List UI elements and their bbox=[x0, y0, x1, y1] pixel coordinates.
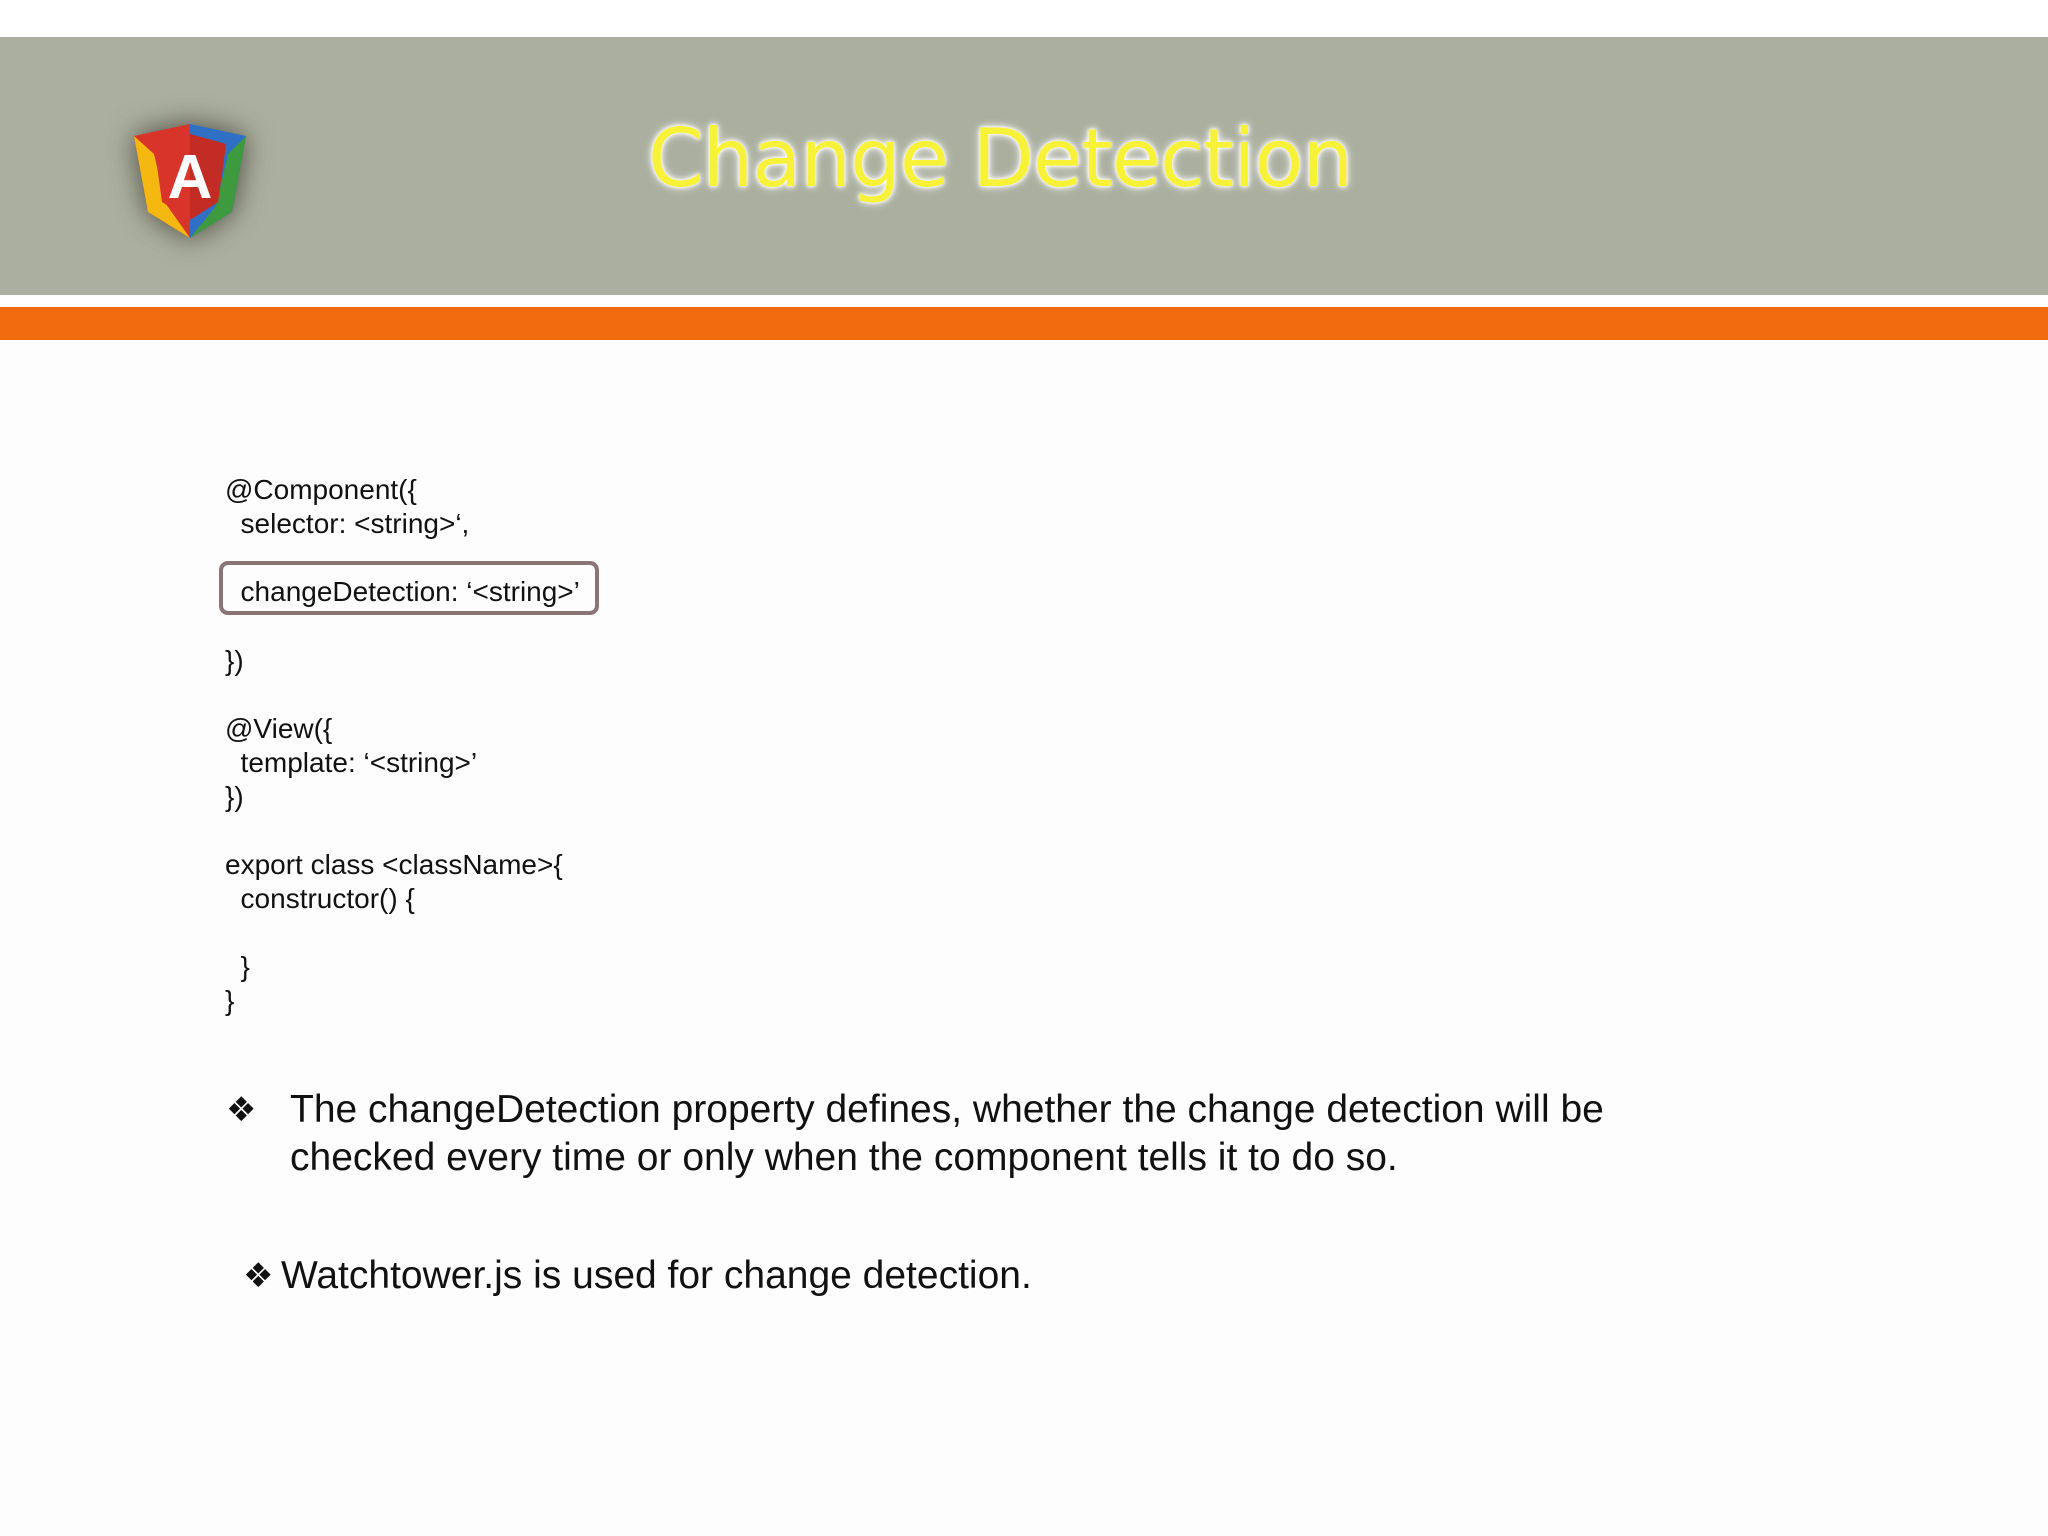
code-line: constructor() { bbox=[225, 883, 415, 914]
code-line: } bbox=[225, 985, 235, 1016]
slide-title: Change Detection bbox=[647, 112, 1353, 205]
code-line: @Component({ bbox=[225, 474, 417, 505]
code-line-highlighted: changeDetection: ‘<string>’ bbox=[225, 576, 580, 607]
angular-logo-icon bbox=[126, 114, 254, 242]
diamond-bullet-icon: ❖ bbox=[226, 1090, 257, 1130]
code-line: export class <className>{ bbox=[225, 849, 563, 880]
logo-letter: A bbox=[167, 143, 213, 212]
bullet-text: Watchtower.js is used for change detection. bbox=[281, 1254, 1032, 1297]
code-line: template: ‘<string>’ bbox=[225, 747, 478, 778]
accent-bar bbox=[0, 307, 2048, 340]
code-line: @View({ bbox=[225, 713, 333, 744]
bullet-text-line: The changeDetection property defines, whether the change detection will be bbox=[290, 1088, 1604, 1131]
code-line: }) bbox=[225, 645, 244, 676]
code-line: } bbox=[225, 951, 250, 982]
bullet-text-line: checked every time or only when the component tells it to do so. bbox=[290, 1136, 1398, 1179]
code-line: }) bbox=[225, 781, 244, 812]
diamond-bullet-icon: ❖ bbox=[243, 1256, 274, 1296]
code-line: selector: <string>‘, bbox=[225, 508, 470, 539]
header-divider bbox=[0, 295, 2048, 307]
top-strip bbox=[0, 0, 2048, 37]
